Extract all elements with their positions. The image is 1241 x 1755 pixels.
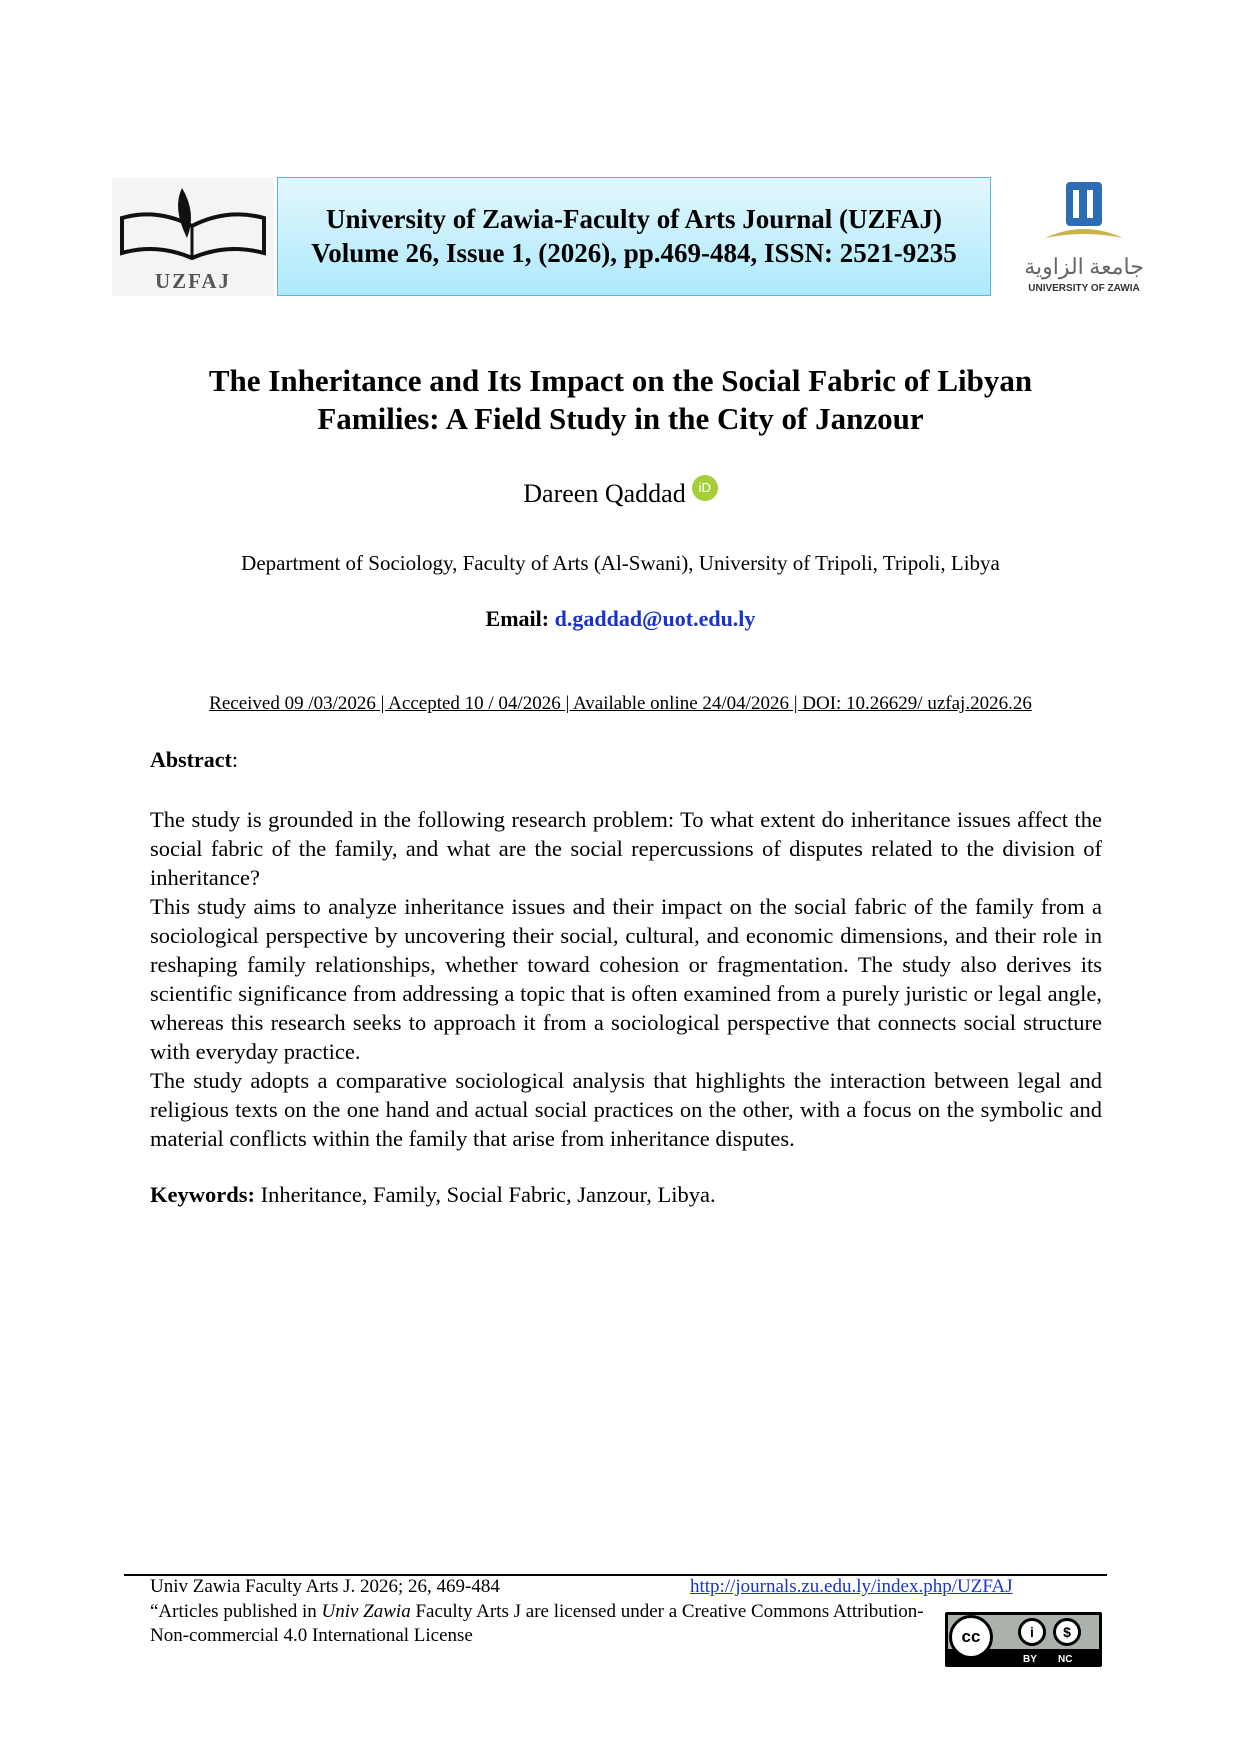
nc-label: NC — [1058, 1654, 1073, 1665]
article-title — [100, 362, 1141, 438]
journal-header-box — [277, 177, 991, 296]
keywords — [150, 1182, 716, 1208]
non-commercial-icon: $ — [1053, 1618, 1081, 1646]
keywords-list: Inheritance, Family, Social Fabric, Janzour, Libya. — [255, 1182, 716, 1207]
email-label: Email: — [485, 606, 550, 631]
journal-url-link[interactable]: http://journals.zu.edu.ly/index.php/UZFAJ — [690, 1576, 1013, 1597]
cc-by-nc-badge[interactable] — [945, 1612, 1102, 1667]
university-arabic-name: جامعة الزاوية — [1024, 254, 1144, 279]
keywords-label: Keywords: — [150, 1182, 255, 1207]
abstract-body — [150, 805, 1102, 1153]
license-italic: Univ Zawia — [321, 1601, 411, 1622]
license-text — [150, 1600, 930, 1648]
university-logo — [1005, 180, 1163, 298]
orcid-icon[interactable]: iD — [692, 475, 718, 501]
abstract-heading-text: Abstract — [150, 747, 232, 772]
license-pre: “Articles published in — [150, 1601, 322, 1622]
logo-text: UZFAJ — [154, 269, 232, 293]
uzfaj-logo — [112, 178, 274, 296]
email-link[interactable]: d.gaddad@uot.edu.ly — [554, 606, 756, 631]
title-line: Families: A Field Study in the City of Janzour — [317, 401, 924, 436]
abstract-paragraph: The study adopts a comparative sociological analysis that highlights the interaction between legal and religious texts on the one hand and actual social practices on the other, with a focus on the symbolic and material conflicts within the family that arise from inheritance disputes. — [150, 1068, 1102, 1151]
footer-citation: Univ Zawia Faculty Arts J. 2026; 26, 469-484 — [150, 1576, 500, 1597]
title-line: The Inheritance and Its Impact on the Social Fabric of Libyan — [208, 363, 1033, 398]
abstract-paragraph: The study is grounded in the following research problem: To what extent do inheritance issues affect the social fabric of the family, and what are the social repercussions of disputes related to the division of inheritance? — [150, 807, 1102, 890]
university-emblem-icon — [1005, 180, 1163, 250]
cc-icon: cc — [949, 1615, 993, 1659]
journal-name: University of Zawia-Faculty of Arts Journal (UZFAJ) — [326, 204, 942, 234]
abstract-paragraph: This study aims to analyze inheritance issues and their impact on the social fabric of the family from a sociological perspective by uncovering their social, cultural, and economic dimensions, and their role in reshaping family relationships, whether toward cohesion or fragmentation. The study also derives its scientific significance from addressing a topic that is often examined from a purely juristic or legal angle, whereas this research seeks to approach it from a sociological perspective that connects social structure with everyday practice. — [150, 894, 1102, 1064]
attribution-icon: i — [1018, 1618, 1046, 1646]
license-post: Faculty Arts J are licensed under a Creative Commons Attribution-Non-commercial 4.0 International License — [150, 1601, 924, 1646]
author — [0, 479, 1241, 509]
author-name: Dareen Qaddad — [523, 479, 686, 508]
publication-dates: Received 09 /03/2026 | Accepted 10 / 04/2026 | Available online 24/04/2026 | DOI: 10.26629/ uzfaj.2026.26 — [209, 693, 1032, 714]
university-english-name: UNIVERSITY OF ZAWIA — [1028, 283, 1140, 294]
email-line — [0, 606, 1241, 632]
journal-volume: Volume 26, Issue 1, (2026), pp.469-484, ISSN: 2521-9235 — [311, 238, 957, 268]
abstract-heading — [150, 747, 238, 773]
abstract-colon: : — [231, 747, 238, 772]
by-label: BY — [1023, 1654, 1037, 1665]
affiliation: Department of Sociology, Faculty of Arts (Al-Swani), University of Tripoli, Tripoli, Libya — [241, 551, 1000, 575]
open-book-quill-icon — [112, 178, 274, 268]
